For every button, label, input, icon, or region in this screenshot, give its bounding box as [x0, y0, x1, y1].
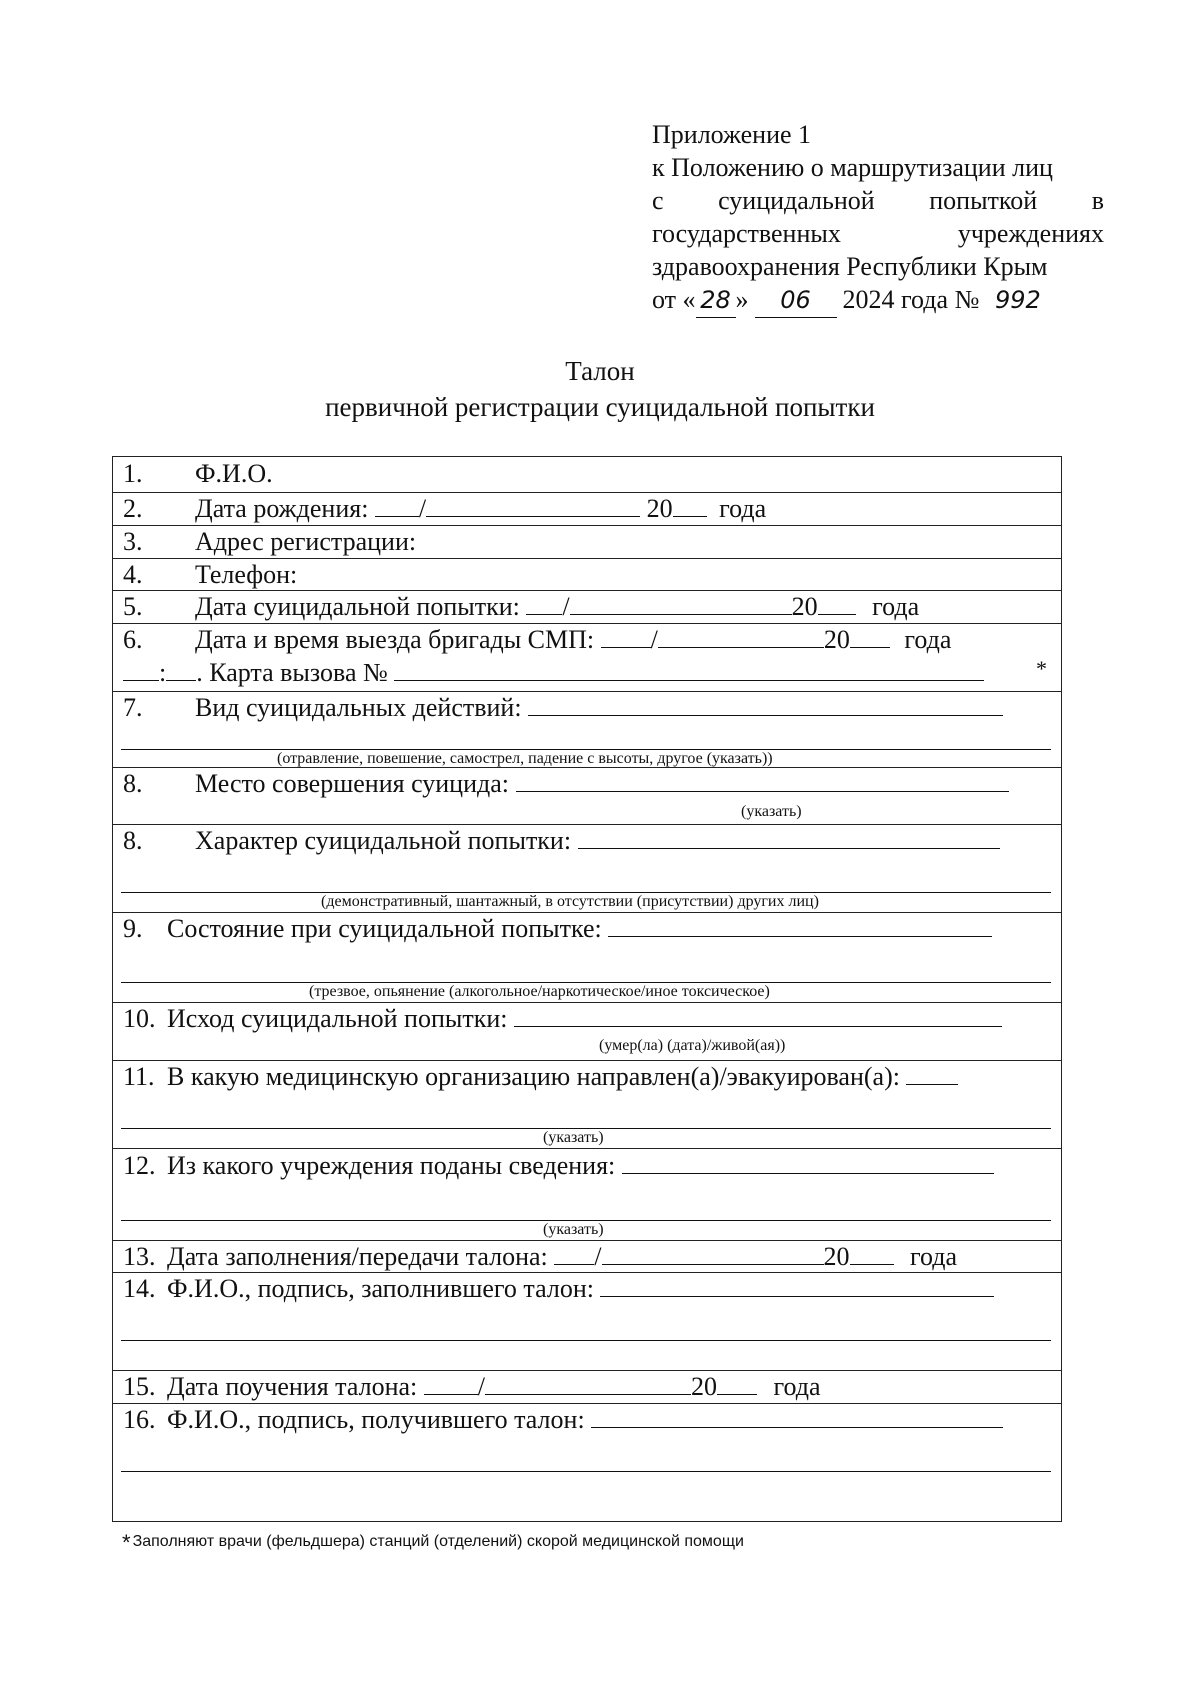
row-number: 12. — [123, 1151, 156, 1180]
row-number: 14. — [123, 1274, 156, 1303]
suicide-type-field[interactable] — [528, 693, 1003, 716]
call-card-label: . Карта вызова № — [196, 658, 388, 687]
receive-year-field[interactable] — [717, 1372, 757, 1395]
form-row-5 — [113, 591, 1061, 624]
call-card-number-field[interactable] — [394, 658, 984, 681]
appendix-line-4: государственных учреждениях — [652, 219, 1104, 248]
attempt-character-hint: (демонстративный, шантажный, в отсутствии (присутствии) других лиц) — [321, 893, 819, 910]
form-row-9 — [113, 913, 1061, 1003]
handwritten-month: 06 — [755, 284, 837, 318]
appendix-line-2: к Положению о маршрутизации лиц — [652, 153, 1053, 182]
row-label-suicide-place: Место совершения суицида: — [195, 769, 510, 798]
attempt-day-field[interactable] — [526, 592, 562, 615]
row-label-filler-signature: Ф.И.О., подпись, заполнившего талон: — [167, 1274, 594, 1303]
year-suffix: года — [719, 494, 767, 523]
filler-signature-field-line-2[interactable] — [121, 1339, 1051, 1341]
row-number: 8. — [123, 769, 143, 798]
year-suffix: года — [773, 1372, 821, 1401]
row-number: 8. — [123, 826, 143, 855]
appendix-line-3: с суицидальной попыткой в — [652, 186, 1104, 215]
century-label: 20 — [646, 494, 673, 523]
row-label-receive-date: Дата поучения талона: — [167, 1372, 418, 1401]
fill-day-field[interactable] — [554, 1242, 594, 1265]
year-suffix: года — [904, 625, 952, 654]
date-slash: / — [594, 1242, 602, 1271]
outcome-field[interactable] — [514, 1004, 1002, 1027]
form-row-16 — [113, 1404, 1061, 1521]
row-number: 11. — [123, 1062, 155, 1091]
row-label-ambulance-datetime: Дата и время выезда бригады СМП: — [195, 625, 595, 654]
row-number: 3. — [123, 527, 143, 556]
form-row-12 — [113, 1149, 1061, 1241]
form-row-11 — [113, 1061, 1061, 1149]
footnote-mark: * — [122, 1530, 131, 1555]
receive-day-field[interactable] — [424, 1372, 478, 1395]
ambulance-day-field[interactable] — [601, 625, 651, 648]
date-slash: / — [562, 592, 570, 621]
date-year-text: 2024 года № — [842, 285, 980, 314]
row-label-receiver-signature: Ф.И.О., подпись, получившего талон: — [167, 1405, 585, 1434]
attempt-year-field[interactable] — [818, 592, 856, 615]
row-label-medical-org: В какую медицинскую организацию направлен(а)/эвакуирован(а): — [167, 1062, 900, 1091]
attempt-character-field[interactable] — [578, 826, 1000, 849]
receiver-signature-field-line-2[interactable] — [121, 1470, 1051, 1472]
form-row-7 — [113, 692, 1061, 768]
appendix-line-1: Приложение 1 — [652, 120, 812, 149]
source-institution-hint: (указать) — [543, 1221, 604, 1238]
state-hint: (трезвое, опьянение (алкогольное/наркотическое/иное токсическое) — [309, 983, 770, 1000]
row-label-outcome: Исход суицидальной попытки: — [167, 1004, 508, 1033]
row-number: 2. — [123, 494, 143, 523]
outcome-hint: (умер(ла) (дата)/живой(ая)) — [599, 1037, 786, 1054]
row-number: 7. — [123, 693, 143, 722]
birth-day-field[interactable] — [375, 494, 419, 517]
row-label-fill-date: Дата заполнения/передачи талона: — [167, 1242, 548, 1271]
row-label-suicide-type: Вид суицидальных действий: — [195, 693, 522, 722]
row-number: 5. — [123, 592, 143, 621]
date-mid: » — [735, 285, 749, 314]
form-row-6 — [113, 624, 1061, 692]
year-suffix: года — [872, 592, 920, 621]
century-label: 20 — [690, 1372, 717, 1401]
suicide-place-field[interactable] — [516, 769, 1009, 792]
medical-org-field[interactable] — [906, 1062, 958, 1085]
footnote-text: Заполняют врачи (фельдшера) станций (отделений) скорой медицинской помощи — [132, 1533, 744, 1550]
row-label-state: Состояние при суицидальной попытке: — [167, 914, 602, 943]
century-label: 20 — [791, 592, 818, 621]
century-label: 20 — [823, 1242, 850, 1271]
form-row-2 — [113, 493, 1061, 526]
ambulance-year-field[interactable] — [850, 625, 890, 648]
date-slash: / — [418, 494, 427, 523]
receiver-signature-field[interactable] — [591, 1405, 1003, 1428]
form-row-8-character — [113, 825, 1061, 913]
handwritten-day: 28 — [696, 284, 736, 318]
row-number: 6. — [123, 625, 143, 654]
handwritten-doc-number: 992 — [994, 286, 1041, 314]
date-slash: / — [650, 625, 658, 654]
appendix-header — [652, 118, 1104, 318]
century-label: 20 — [823, 625, 850, 654]
ambulance-minute-field[interactable] — [166, 658, 196, 681]
source-institution-field[interactable] — [622, 1151, 994, 1174]
ambulance-hour-field[interactable] — [123, 658, 159, 681]
form-row-1 — [113, 457, 1061, 493]
form-row-4 — [113, 559, 1061, 591]
time-colon: : — [159, 658, 167, 687]
row-label-phone: Телефон: — [195, 560, 298, 589]
form-row-10 — [113, 1003, 1061, 1061]
form-row-3 — [113, 526, 1061, 559]
birth-year-field[interactable] — [673, 494, 707, 517]
row-number: 9. — [123, 914, 143, 943]
row-label-attempt-character: Характер суицидальной попытки: — [195, 826, 572, 855]
row-label-fio: Ф.И.О. — [195, 459, 273, 488]
row-number: 16. — [123, 1405, 156, 1434]
row-label-attempt-date: Дата суицидальной попытки: — [195, 592, 520, 621]
birth-month-field[interactable] — [426, 494, 640, 517]
medical-org-hint: (указать) — [543, 1129, 604, 1146]
year-suffix: года — [910, 1242, 958, 1271]
suicide-type-hint: (отравление, повешение, самострел, падение с высоты, другое (указать)) — [277, 750, 773, 767]
form-row-8-place — [113, 768, 1061, 825]
date-prefix: от « — [652, 285, 696, 314]
row-number: 10. — [123, 1004, 156, 1033]
form-subtitle: первичной регистрации суицидальной попытки — [325, 392, 875, 422]
row-label-birth-date: Дата рождения: — [195, 494, 369, 523]
fill-month-field[interactable] — [602, 1242, 824, 1265]
form-title: Талон — [565, 356, 635, 386]
row-label-source-institution: Из какого учреждения поданы сведения: — [167, 1151, 616, 1180]
row-number: 1. — [123, 459, 143, 488]
row-label-address: Адрес регистрации: — [195, 527, 417, 556]
footnote — [122, 1530, 744, 1556]
footnote-star: * — [1036, 656, 1047, 681]
form-row-13 — [113, 1241, 1061, 1273]
row-number: 13. — [123, 1242, 156, 1271]
appendix-date-line — [652, 283, 1104, 318]
state-field[interactable] — [608, 914, 992, 937]
suicide-place-hint: (указать) — [741, 803, 802, 820]
ambulance-month-field[interactable] — [658, 625, 824, 648]
registration-form-table — [112, 456, 1062, 1522]
attempt-month-field[interactable] — [570, 592, 792, 615]
form-row-15 — [113, 1371, 1061, 1404]
form-row-14 — [113, 1273, 1061, 1371]
date-slash: / — [477, 1372, 485, 1401]
row-number: 15. — [123, 1372, 156, 1401]
appendix-line-5: здравоохранения Республики Крым — [652, 252, 1048, 281]
fill-year-field[interactable] — [850, 1242, 894, 1265]
row-number: 4. — [123, 560, 143, 589]
receive-month-field[interactable] — [485, 1372, 691, 1395]
filler-signature-field[interactable] — [600, 1274, 994, 1297]
